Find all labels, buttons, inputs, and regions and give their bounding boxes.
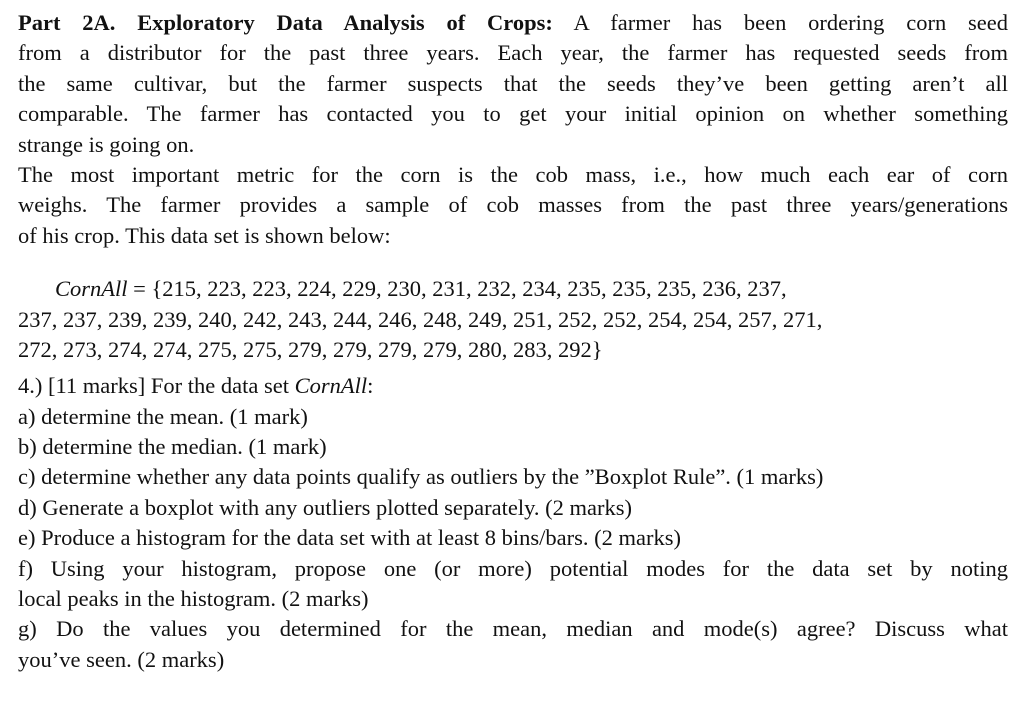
question-suffix: :	[367, 373, 374, 399]
question-part-f-line-2: local peaks in the histogram. (2 marks)	[18, 586, 369, 612]
document-page	[18, 8, 1008, 675]
dataset-line-3: 272, 273, 274, 274, 275, 275, 279, 279, 279, 279, 280, 283, 292}	[18, 336, 603, 362]
intro-line-1-text: A farmer has been ordering corn seed	[573, 10, 1009, 35]
intro-line-5: strange is going on.	[18, 131, 195, 157]
question-part-e: e) Produce a histogram for the data set with at least 8 bins/bars. (2 marks)	[18, 525, 681, 551]
dataset-line-2: 237, 237, 239, 239, 240, 242, 243, 244, 246, 248, 249, 251, 252, 252, 254, 254, 257, 271,	[18, 306, 823, 332]
question-heading	[18, 371, 1008, 401]
dataset-block	[18, 274, 1008, 365]
question-part-a: a) determine the mean. (1 mark)	[18, 403, 308, 429]
question-part-g-line-1: g) Do the values you determined for the mean, median and mode(s) agree? Discuss what	[18, 616, 1008, 642]
metric-line-1: The most important metric for the corn is the cob mass, i.e., how much each ear of corn	[18, 161, 1008, 187]
question-part-d: d) Generate a boxplot with any outliers plotted separately. (2 marks)	[18, 494, 632, 520]
metric-paragraph	[18, 160, 1008, 251]
dataset-values-line-1: {215, 223, 223, 224, 229, 230, 231, 232, 234, 235, 235, 235, 236, 237,	[151, 276, 787, 302]
metric-line-3: of his crop. This data set is shown below:	[18, 222, 391, 248]
intro-line-4: comparable. The farmer has contacted you to get your initial opinion on whether something	[18, 101, 1008, 127]
metric-line-2: weighs. The farmer provides a sample of cob masses from the past three years/generations	[18, 192, 1008, 218]
question-part-f-line-1: f) Using your histogram, propose one (or more) potential modes for the data set by noting	[18, 555, 1008, 581]
intro-line-2: from a distributor for the past three years. Each year, the farmer has requested seeds from	[18, 40, 1008, 66]
question-prefix: 4.) [11 marks] For the data set	[18, 373, 295, 399]
intro-line-1	[18, 8, 1008, 38]
dataset-name: CornAll	[55, 276, 128, 302]
question-part-c: c) determine whether any data points qualify as outliers by the ”Boxplot Rule”. (1 marks)	[18, 464, 824, 490]
dataset-line-1	[18, 274, 1008, 304]
question-dataset-name: CornAll	[294, 373, 368, 399]
question-part-g-line-2: you’ve seen. (2 marks)	[18, 646, 225, 672]
section-heading: Part 2A. Exploratory Data Analysis of Crops:	[18, 10, 553, 35]
dataset-equals: =	[127, 276, 152, 302]
question-block	[18, 371, 1008, 675]
intro-line-3: the same cultivar, but the farmer suspects that the seeds they’ve been getting aren’t all	[18, 70, 1008, 96]
question-part-b: b) determine the median. (1 mark)	[18, 434, 327, 460]
intro-paragraph	[18, 8, 1008, 160]
